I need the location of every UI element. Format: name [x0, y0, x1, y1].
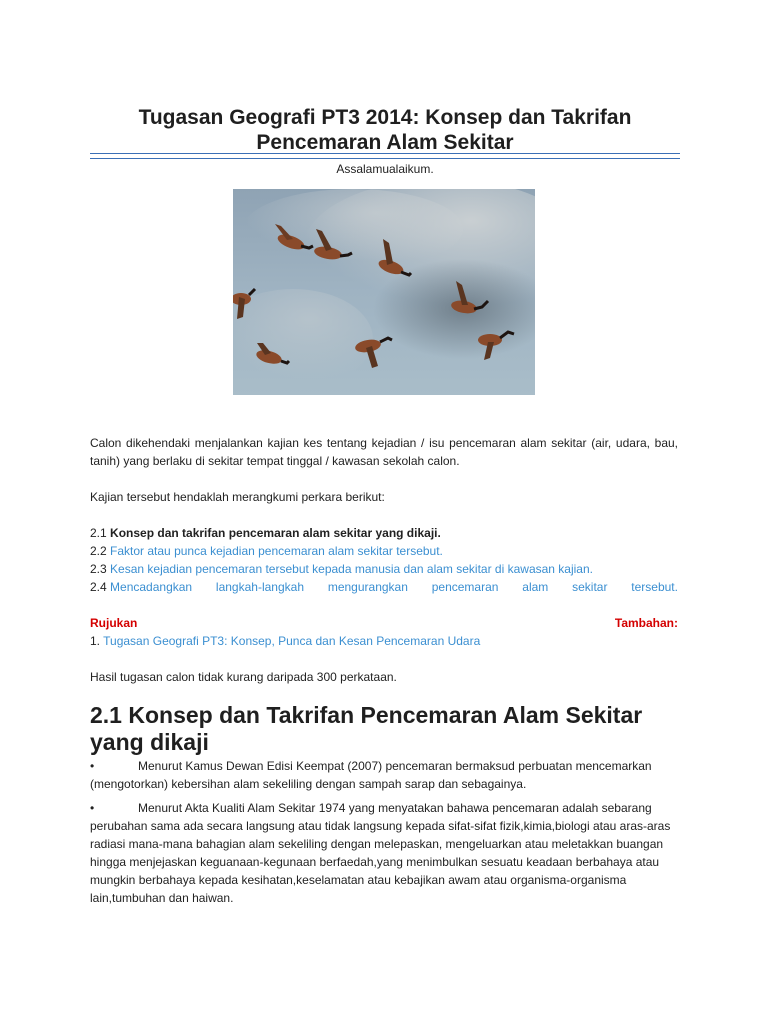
page-title: Tugasan Geografi PT3 2014: Konsep dan Takrifan Pencemaran Alam Sekitar	[138, 106, 632, 154]
bullet-icon: •	[90, 801, 95, 815]
reference-item[interactable]	[90, 632, 678, 650]
list-item[interactable]	[90, 542, 678, 560]
list-item	[90, 757, 678, 793]
item-link[interactable]: Kesan kejadian pencemaran tersebut kepada manusia dan alam sekitar di kawasan kajian.	[110, 562, 593, 576]
item-link-word[interactable]: mengurangkan	[327, 580, 408, 594]
bullet-icon: •	[90, 759, 95, 773]
list-item[interactable]	[90, 560, 678, 578]
list-item[interactable]	[90, 578, 678, 596]
item-link[interactable]: Faktor atau punca kejadian pencemaran alam sekitar tersebut.	[110, 544, 443, 558]
item-number: 2.3	[90, 562, 107, 576]
ref-number: 1.	[90, 634, 101, 648]
rujukan-label: Rujukan	[90, 616, 138, 630]
reference-header	[90, 614, 678, 632]
tambahan-label: Tambahan:	[614, 616, 678, 630]
title-divider	[90, 153, 680, 159]
section-heading: 2.1 Konsep dan Takrifan Pencemaran Alam Sekitar yang dikaji	[90, 702, 643, 755]
intro-paragraph: Calon dikehendaki menjalankan kajian kes tentang kejadian / isu pencemaran alam sekitar (air, udara, bau, tanih) yang berlaku di sekitar tempat tinggal / kawasan sekolah calon.	[90, 436, 678, 468]
requirement-list	[90, 524, 678, 596]
bullet-paragraph	[90, 757, 678, 907]
geese-illustration	[233, 189, 535, 395]
item-link-word[interactable]: sekitar	[572, 580, 608, 594]
reference-link[interactable]: Tugasan Geografi PT3: Konsep, Punca dan Kesan Pencemaran Udara	[103, 634, 481, 648]
item-link-word[interactable]: pencemaran	[431, 580, 499, 594]
requirement-paragraph: Hasil tugasan calon tidak kurang daripada 300 perkataan.	[90, 670, 397, 684]
list-item	[90, 799, 678, 907]
item-text: Konsep dan takrifan pencemaran alam sekitar yang dikaji.	[110, 526, 441, 540]
flying-geese-photo	[233, 189, 535, 395]
bullet-text: Menurut Akta Kualiti Alam Sekitar 1974 yang menyatakan bahawa pencemaran adalah sebarang perubahan sama ada secara langsung atau tidak langsung kepada sifat-sifat fizik,kimia,biologi atau aras-aras radiasi mana-mana bahagian alam sekeliling dengan melepaskan, mengeluarkan atau meletakkan buangan hingga menjejaskan keguanaan-kegunaan berfaedah,yang menimbulkan sesuatu keadaan berbahaya atau mungkin berbahaya kepada kesihatan,keselamatan atau kebajikan awam atau organisma-organisma lain,tumbuhan dan haiwan.	[90, 801, 671, 905]
item-link-word[interactable]: langkah-langkah	[215, 580, 304, 594]
item-number: 2.1	[90, 526, 107, 540]
greeting-text: Assalamualaikum.	[336, 162, 434, 176]
bullet-text: Menurut Kamus Dewan Edisi Keempat (2007) pencemaran bermaksud perbuatan mencemarkan (mengotorkan) kebersihan alam sekeliling dengan sampah sarap dan sebagainya.	[90, 759, 652, 791]
item-link-word[interactable]: Mencadangkan	[110, 580, 193, 594]
item-link-word[interactable]: tersebut.	[631, 580, 678, 594]
item-number: 2.4	[90, 580, 107, 594]
list-item	[90, 524, 678, 542]
item-link-word[interactable]: alam	[522, 580, 549, 594]
item-number: 2.2	[90, 544, 107, 558]
lead-paragraph: Kajian tersebut hendaklah merangkumi perkara berikut:	[90, 490, 385, 504]
